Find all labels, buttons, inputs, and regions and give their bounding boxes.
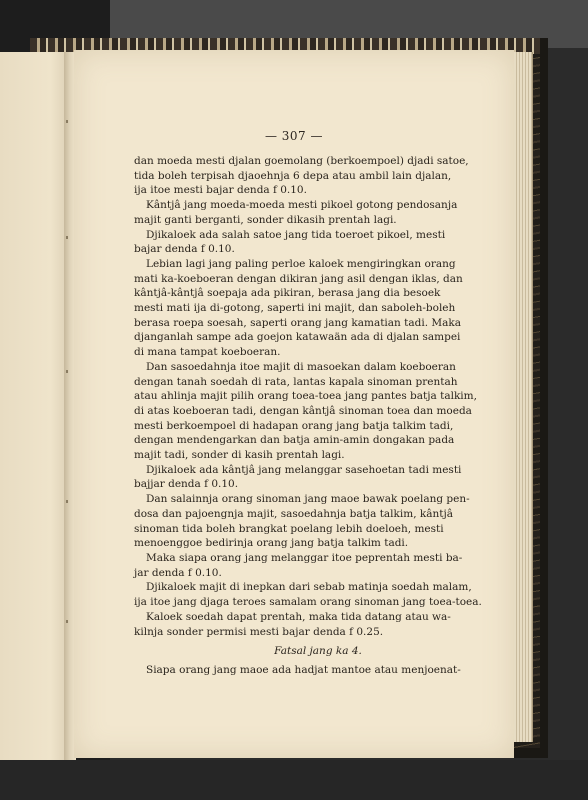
text-line: kântjâ-kântjâ soepaja ada pikiran, berasa jang dia besoek [134, 287, 441, 300]
text-line: kilnja sonder permisi mesti bajar denda f 0.25. [134, 625, 384, 638]
text-line: atau ahlinja majit pilih orang toea-toea jang pantes batja talkim, [134, 390, 477, 403]
text-line: dengan mendengarkan dan batja amin-amin dongakan pada [134, 434, 455, 447]
text-line: berasa roepa soesah, saperti orang jang kamatian tadi. Maka [134, 316, 462, 329]
text-line: dan moeda mesti djalan goemolang (berkoempoel) djadi satoe, [134, 155, 469, 167]
text-line: Siapa orang jang maoe ada hadjat mantoe atau menjoenat- [146, 663, 461, 676]
text-line: Kaloek soedah dapat prentah, maka tida datang atau wa- [146, 610, 451, 623]
text-line: majit tadi, sonder di kasih prentah lagi. [134, 449, 345, 462]
text-line: ija itoe jang djaga teroes samalam orang sinoman jang toea-toea. [134, 596, 482, 609]
text-line: mesti berkoempoel di hadapan orang jang batja talkim tadi, [134, 419, 454, 432]
binding-stitch [66, 120, 68, 123]
text-line: mati ka-koeboeran dengan dikiran jang asil dengan iklas, dan [134, 272, 463, 285]
binding-stitch [66, 236, 68, 239]
text-line: dosa dan pajoengnja majit, sasoedahnja batja talkim, kântjâ [134, 507, 454, 520]
text-line: bajjar denda f 0.10. [134, 478, 239, 491]
text-line: di mana tampat koeboeran. [134, 346, 281, 359]
left-facing-page [0, 52, 72, 760]
text-line: di atas koeboeran tadi, dengan kântjâ sinoman toea dan moeda [134, 404, 472, 417]
text-line: majit ganti berganti, sonder dikasih prentah lagi. [134, 213, 397, 226]
text-line: Lebian lagi jang paling perloe kaloek mengiringkan orang [146, 257, 456, 270]
text-line: ija itoe mesti bajar denda f 0.10. [134, 184, 307, 197]
binding-stitch [66, 500, 68, 503]
text-line: Kântjâ jang moeda-moeda mesti pikoel gotong pendosanja [146, 199, 458, 212]
binding-stitch [66, 370, 68, 373]
text-line: Djikaloek ada salah satoe jang tida toeroet pikoel, mesti [146, 228, 446, 241]
text-line: tida boleh terpisah djaoehnja 6 depa atau ambil lain djalan, [134, 169, 452, 182]
text-line: dengan tanah soedah di rata, lantas kapala sinoman prentah [134, 375, 458, 388]
text-line: Djikaloek ada kântjâ jang melanggar sasehoetan tadi mesti [146, 463, 462, 476]
book-page [74, 50, 514, 758]
text-line: djanganlah sampe ada goejon katawaän ada di djalan sampei [134, 331, 461, 344]
page-number: — 307 — [264, 129, 324, 143]
text-line: sinoman tida boleh brangkat poelang lebih doeloeh, mesti [134, 522, 444, 535]
text-line: menoenggoe bedirinja orang jang batja talkim tadi. [134, 537, 409, 550]
text-line: bajar denda f 0.10. [134, 243, 235, 256]
text-line: Dan sasoedahnja itoe majit di masoekan dalam koeboeran [146, 360, 456, 373]
text-line: Dan salainnja orang sinoman jang maoe bawak poelang pen- [146, 493, 470, 506]
page-body-text [134, 154, 502, 678]
binding-stitch [66, 620, 68, 623]
text-line: mesti mati ija di-gotong, saperti ini majit, dan saboleh-boleh [134, 302, 456, 315]
section-heading: Fatsal jang ka 4. [274, 645, 362, 658]
background-bottom [0, 760, 588, 800]
text-line: Djikaloek majit di inepkan dari sebab matinja soedah malam, [146, 581, 472, 594]
text-line: jar denda f 0.10. [134, 566, 222, 579]
text-line: Maka siapa orang jang melanggar itoe peprentah mesti ba- [146, 551, 463, 564]
